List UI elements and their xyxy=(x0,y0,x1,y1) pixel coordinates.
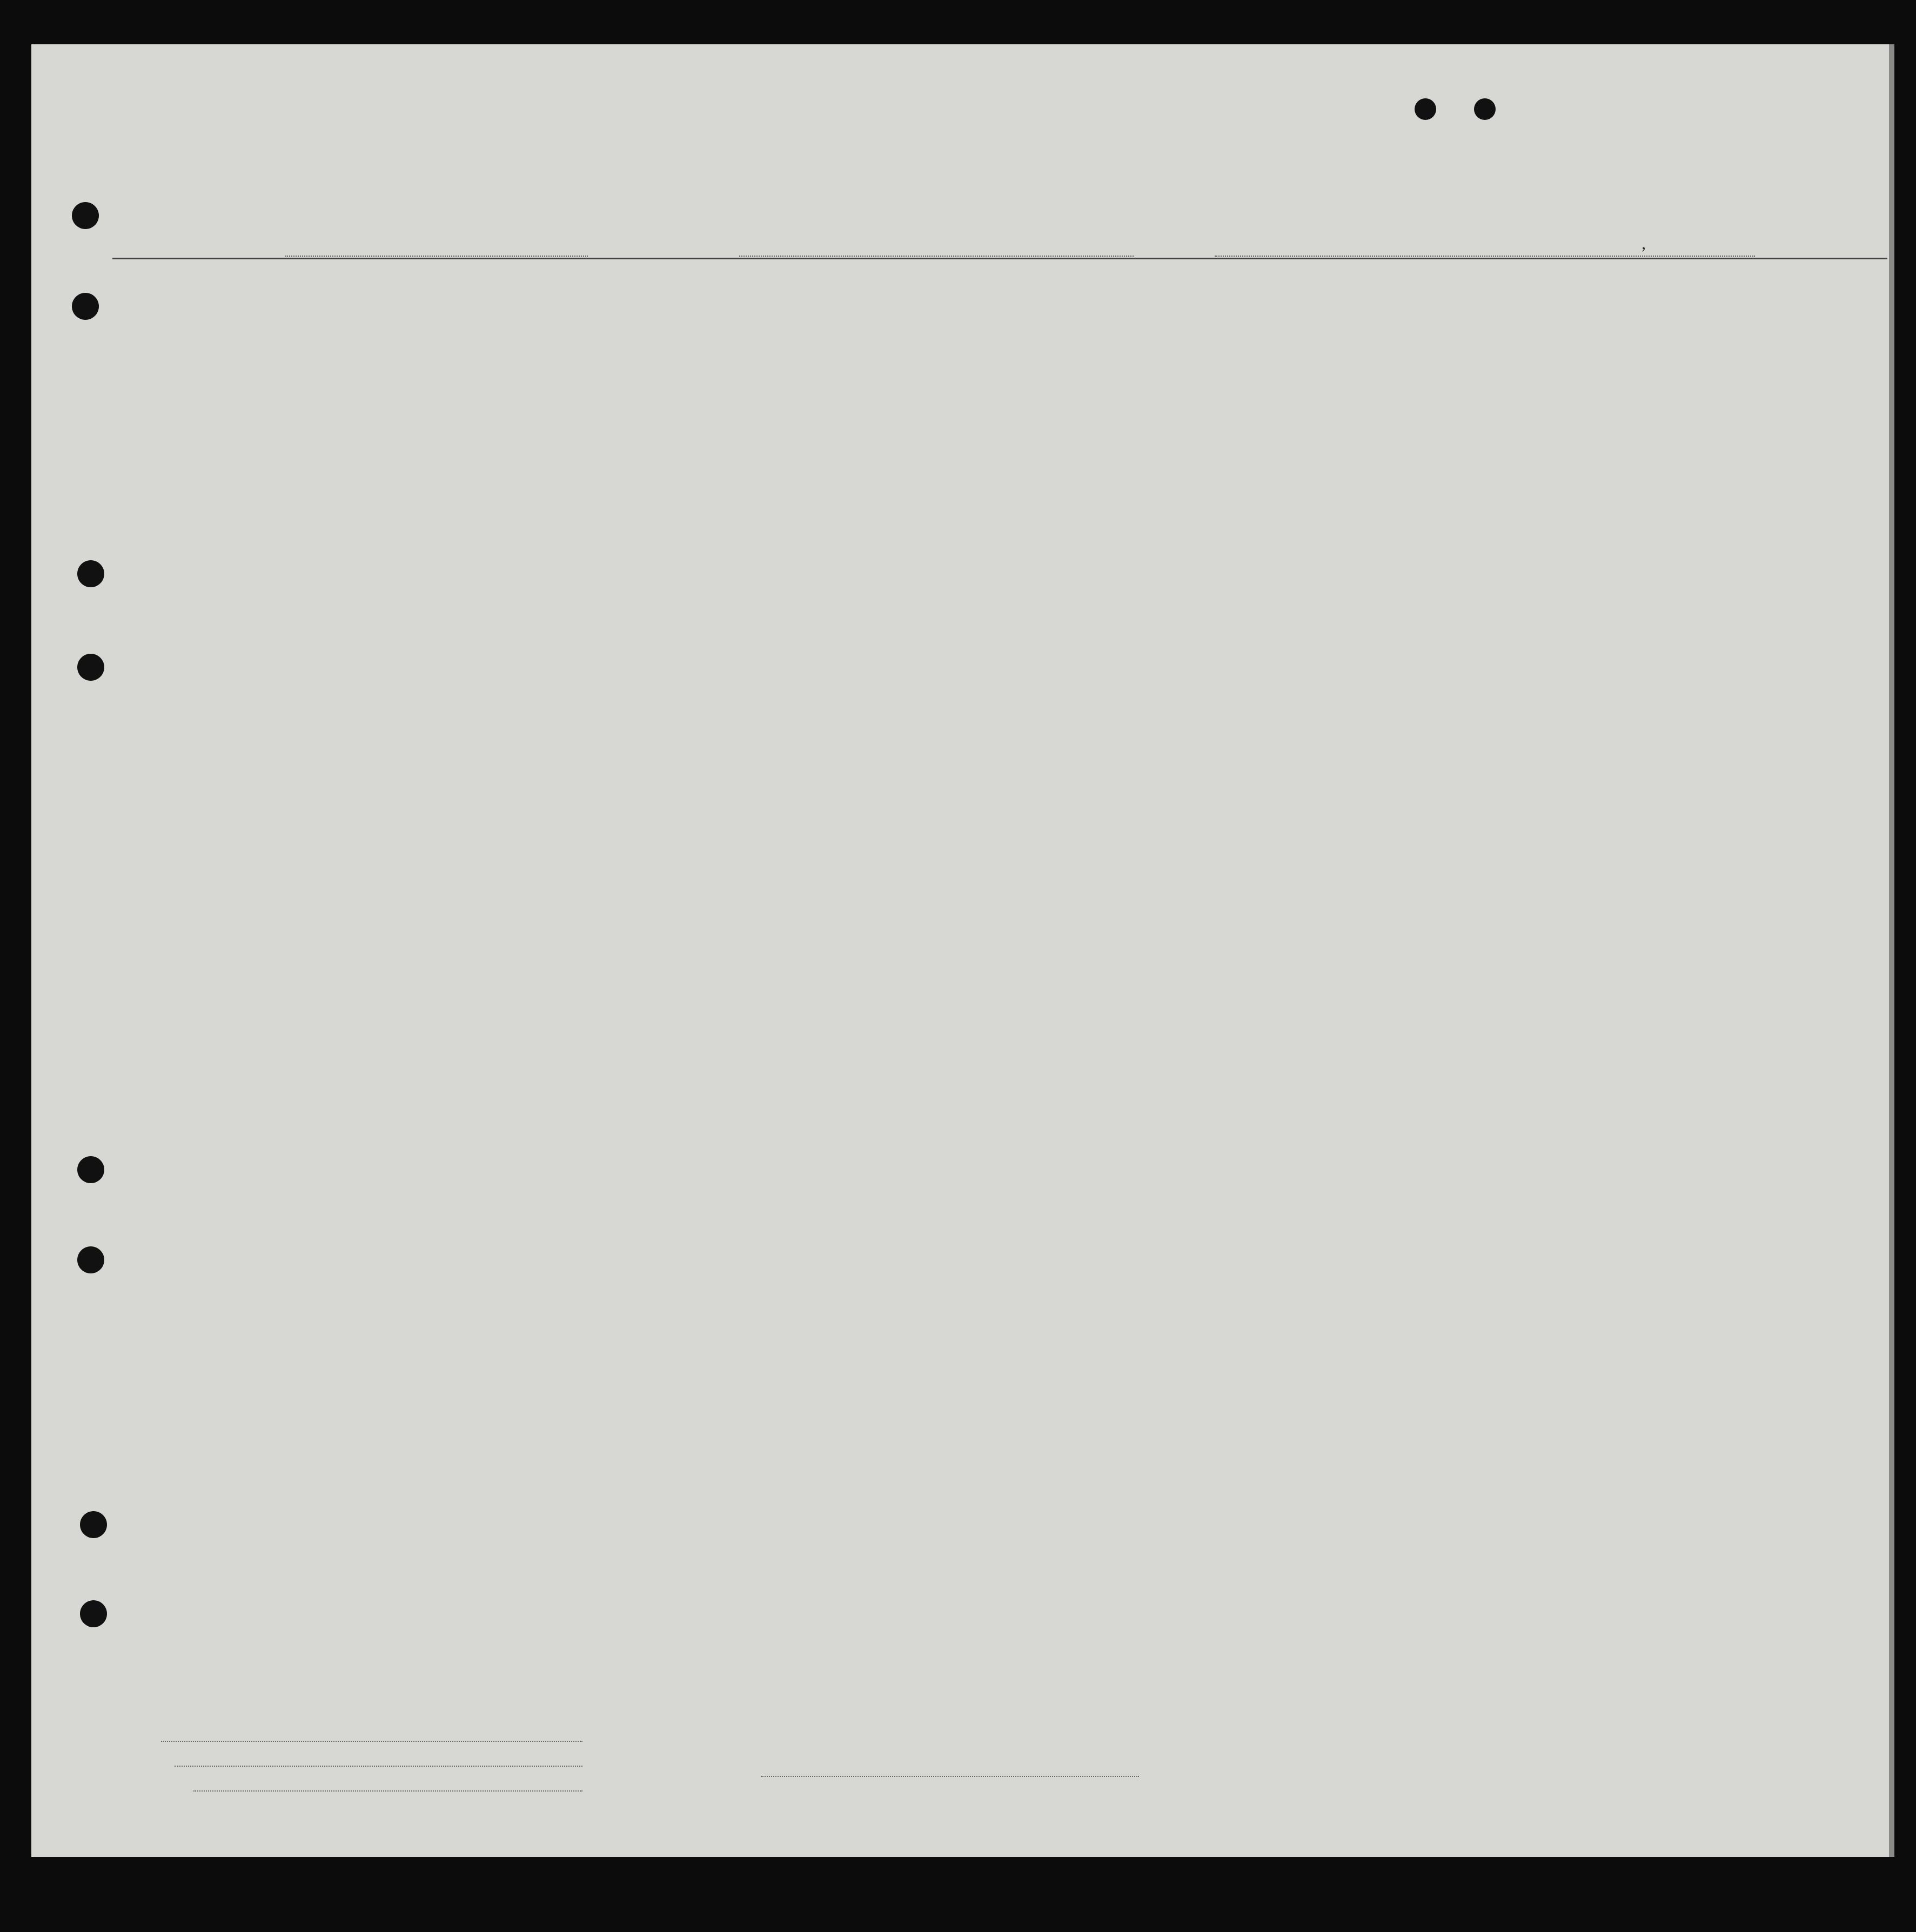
manifest-sheet: , xyxy=(31,44,1894,1857)
punch-hole xyxy=(77,1156,104,1183)
punch-hole xyxy=(1415,98,1436,120)
punch-hole xyxy=(1474,98,1496,120)
punch-hole xyxy=(77,560,104,587)
punch-hole xyxy=(77,1246,104,1273)
punch-hole xyxy=(72,202,99,229)
punch-hole xyxy=(80,1600,107,1627)
punch-hole xyxy=(80,1511,107,1538)
punch-hole xyxy=(77,654,104,681)
crew-table xyxy=(112,258,1887,1716)
punch-hole xyxy=(72,293,99,320)
